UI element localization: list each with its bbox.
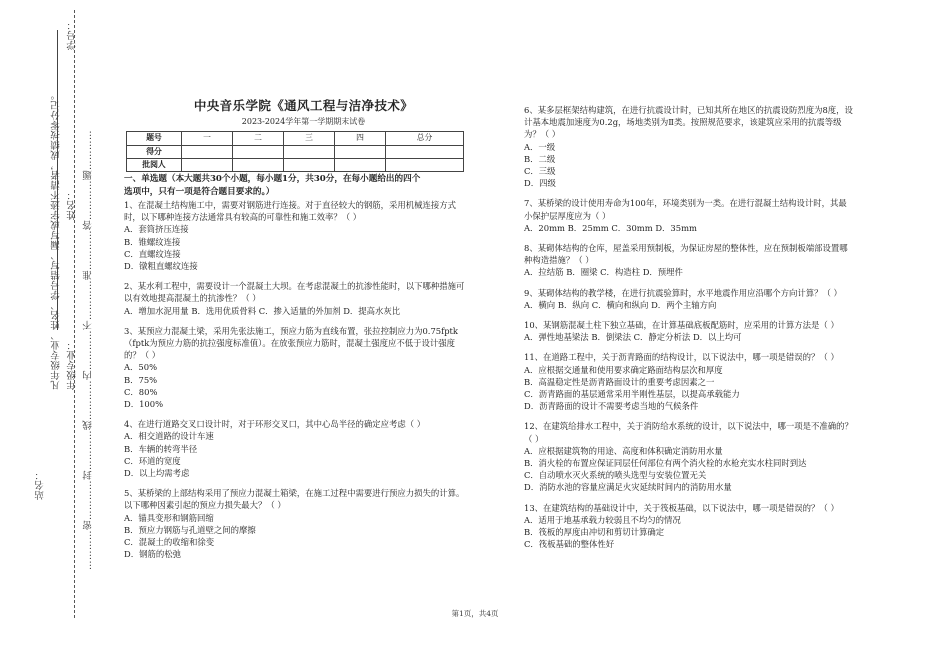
option-c[interactable]: C．筏板基础的整体性好	[524, 539, 615, 550]
option-c[interactable]: C．自动喷水灭火系统的喷头选型与安装位置无关	[524, 470, 707, 481]
grader-cell[interactable]	[182, 158, 233, 171]
option-b[interactable]: B．车辆的转弯半径	[124, 443, 198, 454]
notice-text: 凡年级专业、姓名、学号错写、漏写或字迹不清者，成绩按零分记。	[51, 90, 62, 390]
score-cell[interactable]	[284, 145, 335, 158]
option-b[interactable]: B．高温稳定性是沥青路面设计的重要考虑因素之一	[524, 376, 715, 387]
option-d[interactable]: D．四级	[524, 178, 556, 189]
question-9	[524, 287, 854, 311]
name-label: 姓名：	[67, 190, 78, 220]
grader-cell[interactable]	[284, 158, 335, 171]
option-b[interactable]: B．消火栓的布置应保证同层任何部位有两个消火栓的水枪充实水柱同时到达	[524, 458, 807, 469]
option-d[interactable]: D．沥青路面的设计不需要考虑当地的气候条件	[524, 401, 699, 412]
option-a[interactable]: A．50%	[124, 362, 158, 373]
question-8	[524, 242, 854, 279]
option-b[interactable]: B．二级	[524, 153, 556, 164]
option-d[interactable]: D．消防水池的容量应满足火灾延续时间内的消防用水量	[524, 482, 732, 493]
section-heading	[124, 173, 469, 198]
option-c[interactable]: C．混凝土的收缩和徐变	[124, 537, 215, 548]
score-col-label: 题号	[127, 132, 182, 145]
score-cell[interactable]	[182, 145, 233, 158]
score-table-header-row	[127, 132, 464, 145]
exam-title: 中央音乐学院《通风工程与洁净技术》	[193, 98, 414, 113]
question-6	[524, 104, 854, 189]
question-stem: 4、在进行道路交叉口设计时，对于环形交叉口，其中心岛半径的确定应考虑（ ）	[124, 419, 426, 430]
question-3	[124, 325, 469, 410]
inline-options[interactable]: A．20mm B．25mm C．30mm D．35mm	[524, 222, 697, 233]
score-cell[interactable]	[335, 145, 386, 158]
right-column	[524, 104, 854, 551]
inline-options[interactable]: A．横向 B．纵向 C．横向和纵向 D．两个主轴方向	[524, 299, 717, 310]
question-stem: 6、某多层框架结构建筑，在进行抗震设计时，已知其所在地区的抗震设防烈度为8度，设计基本地震加速度为0.2g，场地类别为Ⅱ类。按照规范要求，该建筑应采用的抗震等级为？（ ）	[524, 105, 853, 140]
grader-row-label: 批阅人	[127, 158, 182, 171]
page-number: 第1页，共4页	[451, 609, 499, 618]
question-stem: 9、某砌体结构的教学楼，在进行抗震验算时，水平地震作用应沿哪个方向计算？（ ）	[524, 287, 842, 298]
binding-strip	[0, 0, 118, 672]
score-row-label: 得分	[127, 145, 182, 158]
option-b[interactable]: B．锥螺纹连接	[124, 236, 181, 247]
score-row	[127, 145, 464, 158]
question-stem: 13、在建筑结构的基础设计中，关于筏板基础，以下说法中，哪一项是错误的？（ ）	[524, 502, 839, 513]
score-table	[126, 131, 464, 172]
left-column	[124, 100, 469, 561]
question-1	[124, 199, 469, 272]
option-d[interactable]: D．以上均需考虑	[124, 468, 190, 479]
option-c[interactable]: C．三级	[524, 166, 556, 177]
station-label: 站名：	[35, 470, 46, 500]
grader-cell[interactable]	[335, 158, 386, 171]
option-c[interactable]: C．80%	[124, 386, 158, 397]
option-a[interactable]: A．套筒挤压连接	[124, 224, 189, 235]
question-4	[124, 418, 469, 479]
option-c[interactable]: C．沥青路面的基层通常采用半刚性基层，以提高承载能力	[524, 389, 740, 400]
question-stem: 2、某水利工程中，需要设计一个混凝土大坝。在考虑混凝土的抗渗性能时，以下哪种措施可以有效地提高混凝土的抗渗性？（ ）	[124, 281, 465, 304]
option-a[interactable]: A．相交道路的设计车速	[124, 431, 214, 442]
grader-cell[interactable]	[233, 158, 284, 171]
question-13	[524, 502, 854, 551]
seal-line-text: …………密…………封…………线…………内…………不…………准…………答…………题…………	[83, 130, 94, 570]
exam-subtitle: 2023-2024学年第一学期期末试卷	[241, 117, 366, 127]
score-col-3: 三	[284, 132, 335, 145]
score-col-1: 一	[182, 132, 233, 145]
section-heading-line2: 选项中，只有一项是符合题目要求的。）	[124, 186, 275, 197]
student-id-label: 学号：	[67, 20, 78, 50]
option-a[interactable]: A．一级	[524, 141, 556, 152]
option-d[interactable]: D．100%	[124, 399, 164, 410]
question-stem: 12、在建筑给排水工程中，关于消防给水系统的设计，以下说法中，哪一项是不准确的？（ ）	[524, 421, 853, 444]
option-a[interactable]: A．应根据建筑物的用途、高度和体积确定消防用水量	[524, 445, 723, 456]
option-d[interactable]: D．镦粗直螺纹连接	[124, 261, 198, 272]
question-stem: 3、某预应力混凝土梁，采用先张法施工，预应力筋为直线布置，张拉控制应力为0.75fptk（fptk为预应力筋的抗拉强度标准值）。在放张预应力筋时，混凝土强度应不低于设计强度的？（ ）	[124, 325, 458, 361]
grader-row	[127, 158, 464, 171]
inline-options[interactable]: A．拉结筋 B．圈梁 C．构造柱 D．预埋件	[524, 267, 683, 278]
question-stem: 10、某钢筋混凝土柱下独立基础，在计算基础底板配筋时，应采用的计算方法是（ ）	[524, 320, 839, 331]
grader-cell[interactable]	[386, 158, 464, 171]
option-b[interactable]: B．预应力钢筋与孔道壁之间的摩擦	[124, 524, 256, 535]
question-10	[524, 319, 854, 343]
option-d[interactable]: D．钢筋的松弛	[124, 549, 181, 560]
question-stem: 5、某桥梁的上部结构采用了预应力混凝土箱梁，在施工过程中需要进行预应力损失的计算。以下哪种因素引起的预应力损失最大？（ ）	[124, 488, 465, 511]
inline-options[interactable]: A．增加水泥用量 B．选用优质骨料 C．掺入适量的外加剂 D．提高水灰比	[124, 305, 401, 316]
score-col-4: 四	[335, 132, 386, 145]
seal-dashed-line	[74, 10, 75, 618]
question-stem: 7、某桥梁的设计使用寿命为100年，环境类别为一类。在进行混凝土结构设计时，其最小保护层厚度应为（ ）	[524, 198, 847, 221]
option-b[interactable]: B．75%	[124, 374, 158, 385]
option-c[interactable]: C．直螺纹连接	[124, 248, 181, 259]
question-stem: 1、在混凝土结构施工中，需要对钢筋进行连接。对于直径较大的钢筋，采用机械连接方式时，以下哪种连接方法通常具有较高的可靠性和施工效率？（ ）	[124, 200, 456, 223]
score-col-total: 总分	[386, 132, 464, 145]
score-cell[interactable]	[386, 145, 464, 158]
option-a[interactable]: A．应根据交通量和使用要求确定路面结构层次和厚度	[524, 364, 723, 375]
score-col-2: 二	[233, 132, 284, 145]
major-label: 年级专业：	[67, 340, 78, 390]
inline-options[interactable]: A．弹性地基梁法 B．倒梁法 C．静定分析法 D．以上均可	[524, 332, 742, 343]
question-stem: 8、某砌体结构的仓库，屋盖采用预制板，为保证房屋的整体性，应在预制板端部设置哪种构造措施？（ ）	[524, 243, 848, 266]
question-11	[524, 351, 854, 412]
question-12	[524, 420, 854, 493]
question-7	[524, 197, 854, 234]
question-stem: 11、在道路工程中，关于沥青路面的结构设计，以下说法中，哪一项是错误的？（ ）	[524, 352, 839, 363]
option-b[interactable]: B．筏板的厚度由冲切和剪切计算确定	[524, 527, 665, 538]
score-cell[interactable]	[233, 145, 284, 158]
option-c[interactable]: C．环道的宽度	[124, 455, 181, 466]
question-5	[124, 487, 469, 560]
option-a[interactable]: A．锚具变形和钢筋回缩	[124, 512, 214, 523]
question-2	[124, 280, 469, 317]
option-a[interactable]: A．适用于地基承载力较弱且不均匀的情况	[524, 514, 681, 525]
section-heading-line1: 一、单选题（本大题共30个小题，每小题1分，共30分，在每小题给出的四个	[124, 174, 421, 185]
